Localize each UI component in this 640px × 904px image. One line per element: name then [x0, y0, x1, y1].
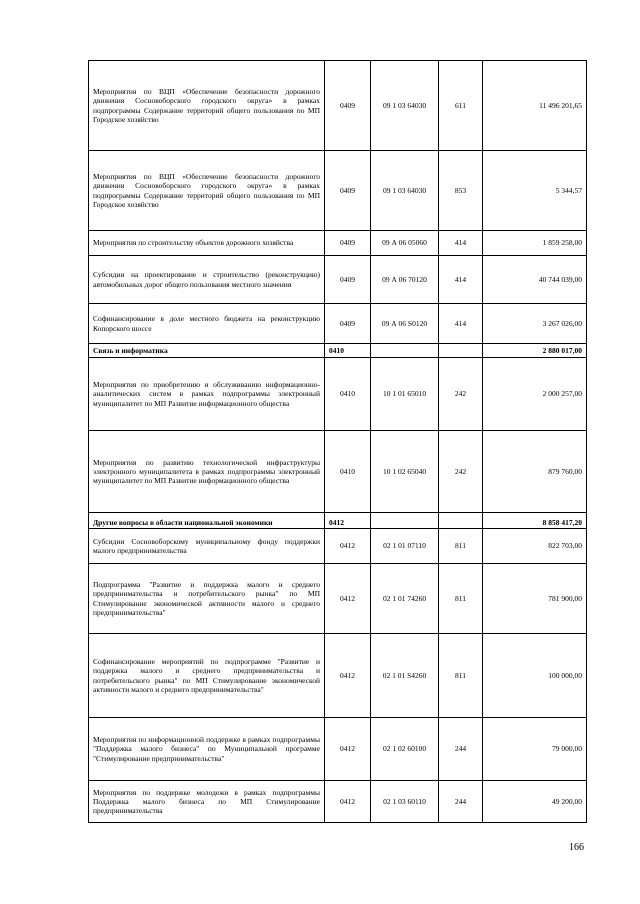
row-type: 414	[439, 256, 483, 304]
row-section: 0409	[325, 61, 371, 151]
row-amount: 822 703,00	[483, 529, 587, 564]
section-amount: 8 858 417,20	[483, 513, 587, 529]
table-row	[89, 358, 587, 431]
row-type: 811	[439, 564, 483, 634]
section-code: 0410	[325, 344, 371, 358]
row-section: 0412	[325, 529, 371, 564]
row-section: 0410	[325, 358, 371, 431]
row-name: Мероприятия по ВЦП «Обеспечение безопасности дорожного движения Сосновоборского городского округа» в рамках подпрограммы Содержание территорий общего пользования по МП Городское хозяйство	[89, 151, 325, 231]
row-amount: 1 859 258,00	[483, 231, 587, 256]
row-target: 10 1 01 65010	[371, 358, 439, 431]
table-row	[89, 231, 587, 256]
row-target: 02 1 01 74260	[371, 564, 439, 634]
section-name: Связь и информатика	[89, 344, 325, 358]
row-amount: 2 000 257,00	[483, 358, 587, 431]
row-type: 242	[439, 358, 483, 431]
row-amount: 5 344,57	[483, 151, 587, 231]
table-row	[89, 718, 587, 781]
row-section: 0412	[325, 781, 371, 823]
table-row	[89, 529, 587, 564]
row-target	[371, 344, 439, 358]
row-name: Мероприятия по поддержке молодежи в рамках подпрограммы Поддержка малого бизнеса по МП Стимулирование предпринимательства	[89, 781, 325, 823]
row-amount: 100 000,00	[483, 634, 587, 718]
row-target: 09 1 03 64030	[371, 151, 439, 231]
table-row	[89, 564, 587, 634]
row-amount: 49 200,00	[483, 781, 587, 823]
row-name: Мероприятия по информационной поддержке в рамках подпрограммы "Поддержка малого бизнеса" по Муниципальной программе "Стимулирование предпринимательства"	[89, 718, 325, 781]
row-section: 0412	[325, 564, 371, 634]
section-code: 0412	[325, 513, 371, 529]
row-section: 0409	[325, 304, 371, 344]
row-name: Мероприятия по ВЦП «Обеспечение безопасности дорожного движения Сосновоборского городского округа» в рамках подпрограммы Содержание территорий общего пользования по МП Городское хозяйство	[89, 61, 325, 151]
row-type: 242	[439, 431, 483, 513]
row-type: 414	[439, 304, 483, 344]
table-row	[89, 256, 587, 304]
row-name: Субсидии на проектирование и строительство (реконструкцию) автомобильных дорог общего пользования местного значения	[89, 256, 325, 304]
section-amount: 2 880 017,00	[483, 344, 587, 358]
row-target: 02 1 01 S4260	[371, 634, 439, 718]
row-type: 414	[439, 231, 483, 256]
row-amount: 781 900,00	[483, 564, 587, 634]
row-type: 244	[439, 781, 483, 823]
row-target: 02 1 01 07110	[371, 529, 439, 564]
row-target: 09 А 06 S0120	[371, 304, 439, 344]
page-number: 166	[569, 842, 584, 853]
row-target	[371, 513, 439, 529]
row-type	[439, 344, 483, 358]
table-row	[89, 304, 587, 344]
row-target: 02 1 02 60100	[371, 718, 439, 781]
row-type: 853	[439, 151, 483, 231]
row-section: 0409	[325, 231, 371, 256]
row-section: 0410	[325, 431, 371, 513]
row-amount: 11 496 201,65	[483, 61, 587, 151]
row-amount: 3 267 026,00	[483, 304, 587, 344]
table-row	[89, 151, 587, 231]
row-section: 0409	[325, 256, 371, 304]
row-name: Подпрограмма "Развитие и поддержка малого и среднего предпринимательства и потребительского рынка" по МП Стимулирование экономической активности малого и среднего предпринимательства"	[89, 564, 325, 634]
row-name: Софинансирование мероприятий по подпрограмме "Развитие и поддержка малого и среднего предпринимательства и потребительского рынка" по МП Стимулирование экономической активности малого и среднего предпринимательства"	[89, 634, 325, 718]
row-name: Мероприятия по приобретению и обслуживанию информационно-аналитических систем в рамках подпрограммы электронный муниципалитет по МП Развитие информационного общества	[89, 358, 325, 431]
row-type: 611	[439, 61, 483, 151]
row-amount: 40 744 039,00	[483, 256, 587, 304]
row-target: 09 А 06 70120	[371, 256, 439, 304]
row-type	[439, 513, 483, 529]
row-target: 09 А 06 05060	[371, 231, 439, 256]
row-target: 10 1 02 65040	[371, 431, 439, 513]
table-row	[89, 634, 587, 718]
table-row	[89, 781, 587, 823]
row-target: 09 1 03 64030	[371, 61, 439, 151]
section-name: Другие вопросы в области национальной экономики	[89, 513, 325, 529]
row-name: Софинансирование в доле местного бюджета на реконструкцию Копорского шоссе	[89, 304, 325, 344]
section-row	[89, 513, 587, 529]
row-type: 244	[439, 718, 483, 781]
row-amount: 79 000,00	[483, 718, 587, 781]
section-row	[89, 344, 587, 358]
row-amount: 879 760,00	[483, 431, 587, 513]
row-target: 02 1 03 60110	[371, 781, 439, 823]
row-section: 0412	[325, 634, 371, 718]
table-row	[89, 431, 587, 513]
row-section: 0409	[325, 151, 371, 231]
row-section: 0412	[325, 718, 371, 781]
table-row	[89, 61, 587, 151]
row-type: 811	[439, 529, 483, 564]
row-name: Мероприятия по строительству объектов дорожного хозяйства	[89, 231, 325, 256]
row-name: Мероприятия по развитию технологической инфраструктуры электронного муниципалитета в рамках подпрограммы электронный муниципалитет по МП Развитие информационного общества	[89, 431, 325, 513]
row-name: Субсидии Сосновоборскому муниципальному фонду поддержки малого предпринимательства	[89, 529, 325, 564]
row-type: 811	[439, 634, 483, 718]
budget-table	[88, 60, 587, 823]
